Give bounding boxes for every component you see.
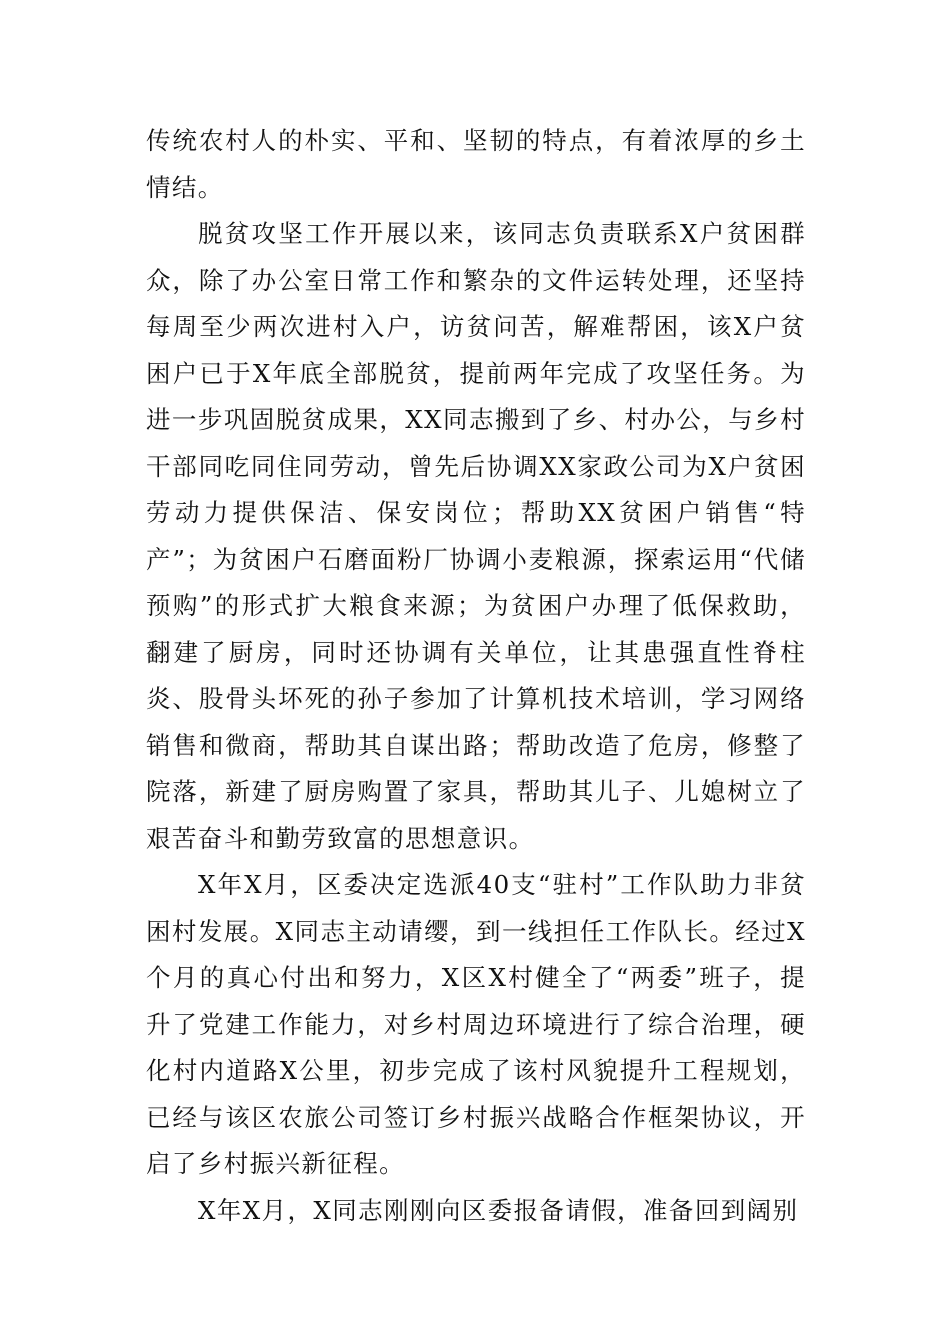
document-body <box>146 118 806 1234</box>
paragraph-village-work-team: X年X月，区委决定选派40支“驻村”工作队助力非贫困村发展。X同志主动请缨，到一线担任工作队长。经过X个月的真心付出和努力，X区X村健全了“两委”班子，提升了党建工作能力，对乡村周边环境进行了综合治理，硬化村内道路X公里，初步完成了该村风貌提升工程规划，已经与该区农旅公司签订乡村振兴战略合作框架协议，开启了乡村振兴新征程。 <box>146 870 806 1178</box>
paragraph-continued: 传统农村人的朴实、平和、坚韧的特点，有着浓厚的乡土情结。 <box>146 126 806 202</box>
paragraph-poverty-alleviation: 脱贫攻坚工作开展以来，该同志负责联系X户贫困群众，除了办公室日常工作和繁杂的文件运转处理，还坚持每周至少两次进村入户，访贫问苦，解难帮困，该X户贫困户已于X年底全部脱贫，提前两年完成了攻坚任务。为进一步巩固脱贫成果，XX同志搬到了乡、村办公，与乡村干部同吃同住同劳动，曾先后协调XX家政公司为X户贫困劳动力提供保洁、保安岗位；帮助XX贫困户销售“特产”；为贫困户石磨面粉厂协调小麦粮源，探索运用“代储预购”的形式扩大粮食来源；为贫困户办理了低保救助，翻建了厨房，同时还协调有关单位，让其患强直性脊柱炎、股骨头坏死的孙子参加了计算机技术培训，学习网络销售和微商，帮助其自谋出路；帮助改造了危房，修整了院落，新建了厨房购置了家具，帮助其儿子、儿媳树立了艰苦奋斗和勤劳致富的思想意识。 <box>146 219 806 853</box>
paragraph-leave-request: X年X月，X同志刚刚向区委报备请假，准备回到阔别 <box>198 1195 799 1225</box>
